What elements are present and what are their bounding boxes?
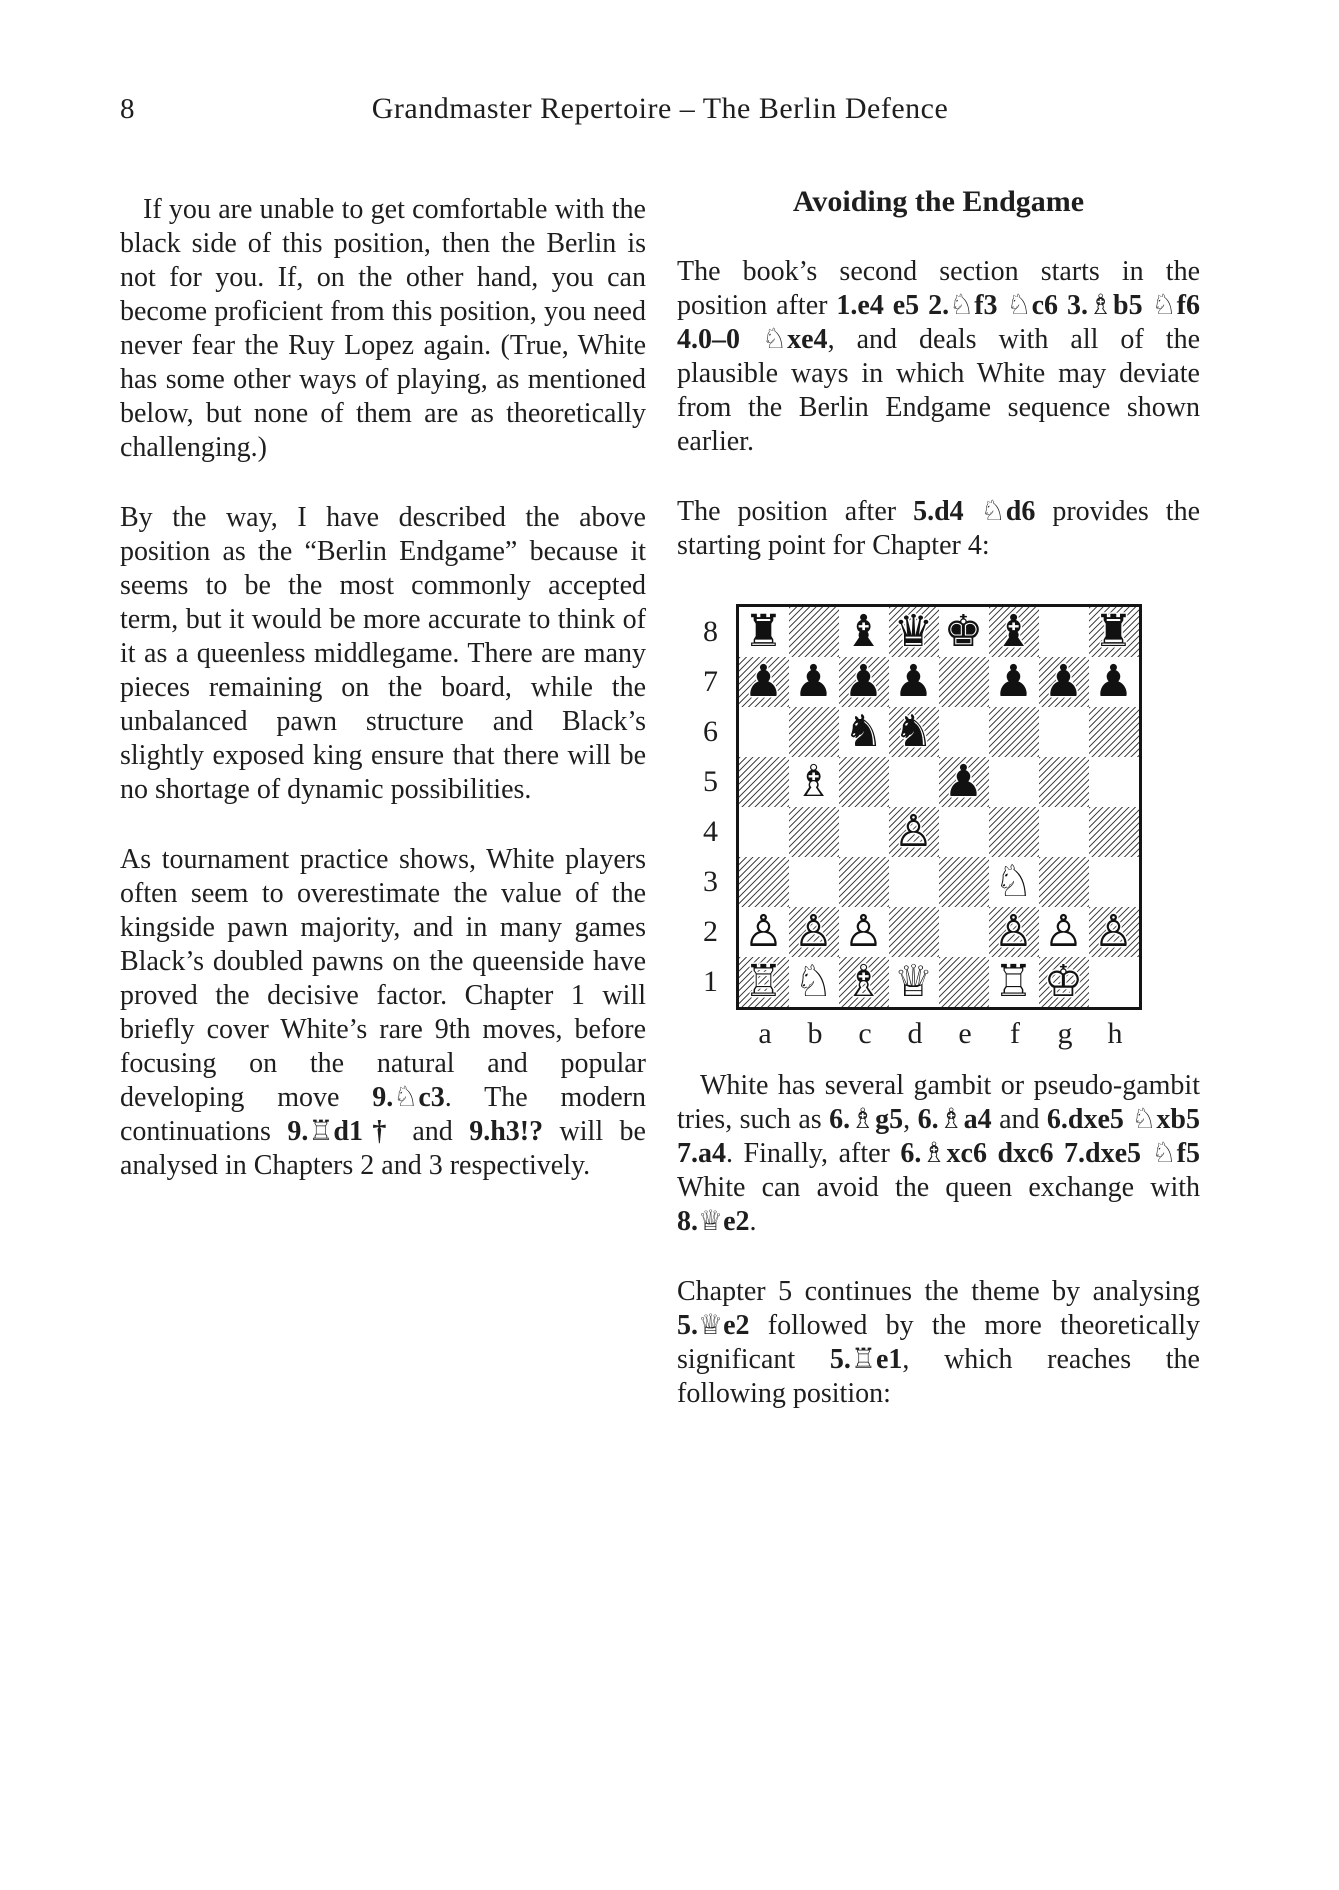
- right-column: [677, 185, 1200, 1447]
- board-square-g7: [1039, 657, 1089, 707]
- file-label-d: d: [907, 1017, 923, 1050]
- board-square-h8: [1089, 607, 1139, 657]
- file-label-b: b: [807, 1017, 823, 1050]
- board-square-c5: [839, 757, 889, 807]
- paragraph: [677, 1275, 1200, 1411]
- rank-label-1: 1: [703, 965, 718, 998]
- file-label-e: e: [958, 1017, 972, 1050]
- board-square-c7: [839, 657, 889, 707]
- text-run: Chapter 5 continues the theme by analysing: [677, 1276, 1200, 1307]
- black-pawn-piece: ♟: [943, 756, 984, 807]
- board-square-d1: [889, 957, 939, 1007]
- chess-notation: 5.♖e1: [829, 1344, 903, 1375]
- board-square-b8: [789, 607, 839, 657]
- board-square-f2: [989, 907, 1039, 957]
- file-label-c: c: [858, 1017, 872, 1050]
- rank-label-2: 2: [703, 915, 718, 948]
- board-square-c6: [839, 707, 889, 757]
- text-run: and: [395, 1116, 470, 1147]
- board-square-g5: [1039, 757, 1089, 807]
- chess-notation: 8.♕e2: [677, 1206, 750, 1237]
- chess-notation: 6.dxe5 ♘xb5 7.a4: [677, 1104, 1200, 1169]
- board-square-a5: [739, 757, 789, 807]
- white-pawn-piece: ♙: [993, 906, 1034, 957]
- black-bishop-piece: ♝: [843, 606, 884, 657]
- text-run: followed by the more theoretically significant: [677, 1310, 1200, 1375]
- board-square-f7: [989, 657, 1039, 707]
- board-square-a3: [739, 857, 789, 907]
- white-pawn-piece: ♙: [743, 906, 784, 957]
- white-knight-piece: ♘: [793, 956, 834, 1007]
- white-king-piece: ♔: [1043, 956, 1084, 1007]
- board-square-c4: [839, 807, 889, 857]
- black-pawn-piece: ♟: [743, 656, 784, 707]
- chess-notation: 9.♖d1†: [287, 1116, 396, 1147]
- text-run: . Finally, after: [726, 1138, 901, 1169]
- board-square-b7: [789, 657, 839, 707]
- board-square-d3: [889, 857, 939, 907]
- board-square-d5: [889, 757, 939, 807]
- white-pawn-piece: ♙: [1043, 906, 1084, 957]
- text-run: If you are unable to get comfortable with the black side of this position, then the Berlin is not for you. If, on the other hand, you can become proficient from this position, you need never fear the Ruy Lopez again. (True, White has some other ways of playing, as mentioned below, but none of them are as theoretically challenging.): [120, 194, 646, 463]
- paragraph: [677, 1069, 1200, 1239]
- text-run: ,: [903, 1104, 918, 1135]
- black-knight-piece: ♞: [893, 706, 934, 757]
- board-square-e2: [939, 907, 989, 957]
- chess-notation: 6.♗a4: [917, 1104, 992, 1135]
- black-rook-piece: ♜: [1093, 606, 1134, 657]
- text-run: The book’s second section starts in the position after: [677, 256, 1200, 321]
- board-square-a7: [739, 657, 789, 707]
- file-label-a: a: [758, 1017, 772, 1050]
- text-run: , which reaches the following position:: [677, 1344, 1200, 1409]
- rank-label-3: 3: [703, 865, 718, 898]
- right-column-text-top: [677, 255, 1200, 563]
- white-pawn-piece: ♙: [893, 806, 934, 857]
- board-square-d4: [889, 807, 939, 857]
- black-rook-piece: ♜: [743, 606, 784, 657]
- board-square-a2: [739, 907, 789, 957]
- board-square-e7: [939, 657, 989, 707]
- board-square-f4: [989, 807, 1039, 857]
- board-square-e6: [939, 707, 989, 757]
- paragraph: [120, 843, 646, 1183]
- rank-label-4: 4: [703, 815, 718, 848]
- chess-notation: 1.e4 e5 2.♘f3 ♘c6 3.♗b5 ♘f6 4.0–0 ♘xe4: [677, 290, 1200, 355]
- text-run: White has several gambit or pseudo-gambit tries, such as: [677, 1070, 1200, 1135]
- board-square-h3: [1089, 857, 1139, 907]
- black-bishop-piece: ♝: [993, 606, 1034, 657]
- board-square-g6: [1039, 707, 1089, 757]
- paragraph: [120, 501, 646, 807]
- board-square-a1: [739, 957, 789, 1007]
- file-label-f: f: [1010, 1017, 1020, 1050]
- text-run: . The modern continuations: [120, 1082, 646, 1147]
- board-square-g8: [1039, 607, 1089, 657]
- board-square-h1: [1089, 957, 1139, 1007]
- running-title: Grandmaster Repertoire – The Berlin Defence: [371, 92, 949, 125]
- white-queen-piece: ♕: [893, 956, 934, 1007]
- page-number: 8: [120, 93, 135, 125]
- chess-notation: 6.♗g5: [829, 1104, 904, 1135]
- board-square-e3: [939, 857, 989, 907]
- board-square-f6: [989, 707, 1039, 757]
- chess-notation: 5.♕e2: [677, 1310, 750, 1341]
- black-queen-piece: ♛: [893, 606, 934, 657]
- white-pawn-piece: ♙: [1093, 906, 1134, 957]
- text-run: , and deals with all of the plausible ways in which White may deviate from the Berlin Endgame sequence shown earlier.: [677, 324, 1200, 457]
- board-square-f1: [989, 957, 1039, 1007]
- board-square-e1: [939, 957, 989, 1007]
- rank-labels: [694, 607, 728, 1007]
- white-bishop-piece: ♗: [843, 956, 884, 1007]
- text-run: The position after: [677, 496, 914, 527]
- text-run: provides the starting point for Chapter 4:: [677, 496, 1200, 561]
- paragraph: [120, 193, 646, 465]
- rank-label-6: 6: [703, 715, 718, 748]
- board-square-d8: [889, 607, 939, 657]
- board-square-b5: [789, 757, 839, 807]
- board-square-h7: [1089, 657, 1139, 707]
- white-rook-piece: ♖: [743, 956, 784, 1007]
- paragraph: [677, 255, 1200, 459]
- board-square-a8: [739, 607, 789, 657]
- board-square-g3: [1039, 857, 1089, 907]
- board-square-e4: [939, 807, 989, 857]
- board-square-e5: [939, 757, 989, 807]
- white-knight-piece: ♘: [993, 856, 1034, 907]
- chess-notation: 6.♗xc6 dxc6 7.dxe5 ♘f5: [900, 1138, 1200, 1169]
- board-square-c1: [839, 957, 889, 1007]
- board-square-f8: [989, 607, 1039, 657]
- text-run: As tournament practice shows, White players often seem to overestimate the value of the kingside pawn majority, and in many games Black’s doubled pawns on the queenside have proved the decisive factor. Chapter 1 will briefly cover White’s rare 9th moves, before focusing on the natural and popular developing move: [120, 844, 646, 1113]
- black-pawn-piece: ♟: [793, 656, 834, 707]
- white-rook-piece: ♖: [993, 956, 1034, 1007]
- chess-board: [736, 604, 1142, 1010]
- white-pawn-piece: ♙: [843, 906, 884, 957]
- black-king-piece: ♚: [943, 606, 984, 657]
- left-column: [120, 193, 646, 1219]
- black-pawn-piece: ♟: [843, 656, 884, 707]
- black-pawn-piece: ♟: [1093, 656, 1134, 707]
- rank-label-5: 5: [703, 765, 718, 798]
- white-pawn-piece: ♙: [793, 906, 834, 957]
- white-bishop-piece: ♗: [793, 756, 834, 807]
- text-run: White can avoid the queen exchange with: [677, 1172, 1200, 1203]
- board-square-b1: [789, 957, 839, 1007]
- text-run: By the way, I have described the above position as the “Berlin Endgame” because it seems to be the most commonly accepted term, but it would be more accurate to think of it as a queenless middlegame. There are many pieces remaining on the board, while the unbalanced pawn structure and Black’s slightly exposed king ensure that there will be no shortage of dynamic possibilities.: [120, 502, 646, 805]
- black-pawn-piece: ♟: [993, 656, 1034, 707]
- text-run: and: [991, 1104, 1047, 1135]
- board-square-g1: [1039, 957, 1089, 1007]
- rank-label-8: 8: [703, 615, 718, 648]
- chess-notation: 5.d4 ♘d6: [913, 496, 1036, 527]
- black-pawn-piece: ♟: [893, 656, 934, 707]
- board-square-b4: [789, 807, 839, 857]
- board-square-h6: [1089, 707, 1139, 757]
- file-labels: [737, 1017, 1140, 1051]
- board-square-g2: [1039, 907, 1089, 957]
- board-square-e8: [939, 607, 989, 657]
- board-square-c8: [839, 607, 889, 657]
- black-knight-piece: ♞: [843, 706, 884, 757]
- board-square-a4: [739, 807, 789, 857]
- section-heading: Avoiding the Endgame: [792, 185, 1085, 218]
- rank-label-7: 7: [703, 665, 718, 698]
- board-square-d7: [889, 657, 939, 707]
- text-run: will be analysed in Chapters 2 and 3 respectively.: [120, 1116, 646, 1181]
- board-square-a6: [739, 707, 789, 757]
- board-square-f5: [989, 757, 1039, 807]
- board-square-c2: [839, 907, 889, 957]
- board-square-h2: [1089, 907, 1139, 957]
- black-pawn-piece: ♟: [1043, 656, 1084, 707]
- chess-diagram: [703, 604, 1142, 1051]
- file-label-h: h: [1107, 1017, 1123, 1050]
- text-run: .: [749, 1206, 757, 1237]
- board-square-h5: [1089, 757, 1139, 807]
- board-square-b2: [789, 907, 839, 957]
- paragraph: [677, 495, 1200, 563]
- board-square-g4: [1039, 807, 1089, 857]
- chess-notation: 9.♘c3: [372, 1082, 445, 1113]
- board-square-f3: [989, 857, 1039, 907]
- board-square-b6: [789, 707, 839, 757]
- file-label-g: g: [1057, 1017, 1073, 1050]
- board-square-h4: [1089, 807, 1139, 857]
- chess-notation: 9.h3!?: [469, 1116, 544, 1147]
- board-square-c3: [839, 857, 889, 907]
- board-square-b3: [789, 857, 839, 907]
- right-column-text-bottom: [677, 1069, 1200, 1411]
- board-square-d2: [889, 907, 939, 957]
- board-square-d6: [889, 707, 939, 757]
